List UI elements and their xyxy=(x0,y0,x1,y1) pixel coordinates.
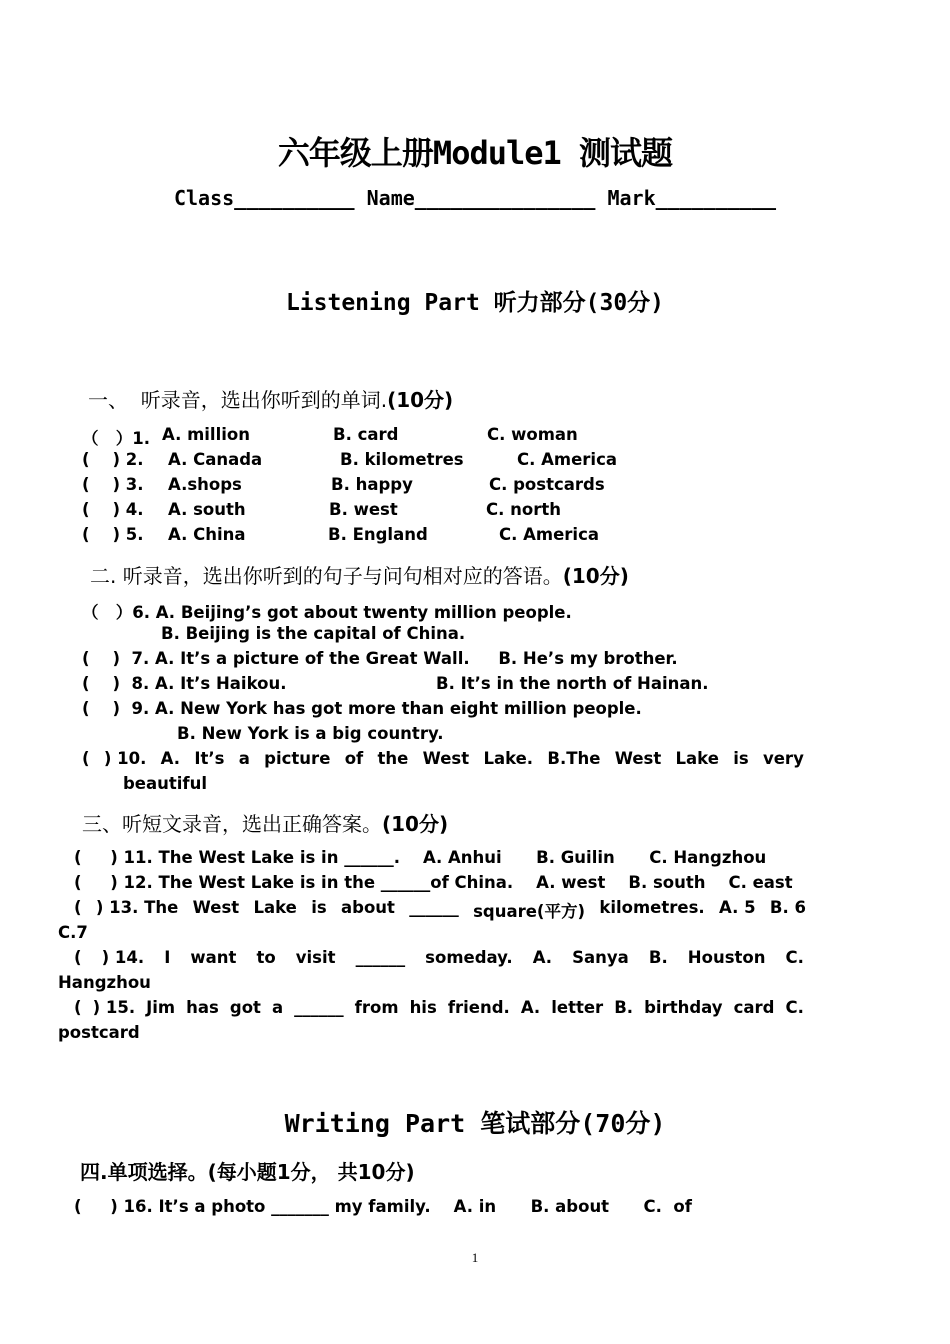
question-15-continued: postcard xyxy=(58,1023,140,1042)
question-1 xyxy=(82,425,150,449)
section4-heading xyxy=(80,1156,415,1185)
question-9: ( ) 9. A. New York has got more than eight million people. xyxy=(82,699,642,718)
word: of xyxy=(344,749,364,768)
word: B. xyxy=(648,948,668,967)
word: a xyxy=(238,749,250,768)
listening-part-heading: Listening Part 听力部分(30分) xyxy=(285,290,665,316)
word: birthday xyxy=(644,998,723,1017)
option-a: A. million xyxy=(162,425,250,444)
word: letter xyxy=(551,998,604,1017)
word: Sanya xyxy=(572,948,629,967)
section3-score: (10分) xyxy=(382,812,449,836)
section1-heading xyxy=(88,384,453,413)
option-a: A.shops xyxy=(168,475,242,494)
section1-score: (10分) xyxy=(387,388,454,412)
word: A. xyxy=(160,749,181,768)
word: someday. xyxy=(425,948,513,967)
question-10 xyxy=(82,749,804,768)
question-11: ( ) 11. The West Lake is in ______. A. Anhui B. Guilin C. Hangzhou xyxy=(74,848,767,867)
section2-heading xyxy=(90,560,629,589)
word: a xyxy=(271,998,284,1017)
question-13-continued: C.7 xyxy=(58,923,88,942)
word: his xyxy=(409,998,437,1017)
answer-bracket: ( xyxy=(74,898,82,917)
question-number: ) 15. xyxy=(92,998,136,1017)
option-b: B. kilometres xyxy=(340,450,464,469)
word: got xyxy=(229,998,261,1017)
word: West xyxy=(422,749,470,768)
word: C. xyxy=(785,998,804,1017)
question-10-continued: beautiful xyxy=(123,774,208,793)
class-name-mark-line: Class__________ Name_______________ Mark__________ xyxy=(173,186,777,210)
word: Lake. xyxy=(483,749,534,768)
question-13 xyxy=(74,898,806,922)
word: A. xyxy=(520,998,541,1017)
question-2: ( ) 2. xyxy=(82,450,144,469)
option-c: C. America xyxy=(517,450,617,469)
question-4: ( ) 4. xyxy=(82,500,144,519)
section2-label: 二. 听录音，选出你听到的句子与问句相对应的答语。 xyxy=(90,564,563,588)
option-b: B. 6 xyxy=(769,898,806,917)
section2-score: (10分) xyxy=(562,564,629,588)
option-c: C. postcards xyxy=(489,475,605,494)
blank: ______ xyxy=(355,948,406,967)
word: I xyxy=(164,948,171,967)
section4-label: 四.单项选择。 xyxy=(80,1160,208,1184)
word: B. xyxy=(614,998,634,1017)
option-c: C. north xyxy=(486,500,561,519)
option-b: B. card xyxy=(333,425,399,444)
word: has xyxy=(186,998,219,1017)
question-14-continued: Hangzhou xyxy=(58,973,151,992)
option-c: C. America xyxy=(499,525,599,544)
word: ) 13. The xyxy=(95,898,179,917)
word: It’s xyxy=(194,749,225,768)
question-number: （ ）1. xyxy=(82,429,150,448)
question-6: （ ）6. A. Beijing’s got about twenty million people. xyxy=(82,603,572,622)
word: from xyxy=(354,998,399,1017)
option-a: A. 5 xyxy=(719,898,756,917)
word: Lake xyxy=(253,898,297,917)
word: West xyxy=(614,749,662,768)
question-3: ( ) 3. xyxy=(82,475,144,494)
word: is xyxy=(311,898,327,917)
blank: ______ xyxy=(294,998,344,1017)
option-c: C. woman xyxy=(487,425,578,444)
word: B.The xyxy=(547,749,601,768)
word: very xyxy=(762,749,804,768)
question-15 xyxy=(74,998,804,1017)
option-b: B. England xyxy=(328,525,428,544)
word: the xyxy=(377,749,409,768)
word: about xyxy=(341,898,395,917)
question-6-option-b: B. Beijing is the capital of China. xyxy=(161,624,466,643)
option-b: B. west xyxy=(329,500,398,519)
question-number: ) 10. xyxy=(103,749,147,768)
option-b: B. happy xyxy=(331,475,413,494)
word: is xyxy=(733,749,749,768)
page-title: 六年级上册Module1 测试题 xyxy=(277,134,673,172)
word: to xyxy=(256,948,276,967)
section4-score: (每小题1分， 共10分) xyxy=(207,1160,415,1184)
question-5: ( ) 5. xyxy=(82,525,144,544)
question-8: ( ) 8. A. It’s Haikou. xyxy=(82,674,287,693)
word: A. xyxy=(532,948,553,967)
option-a: A. south xyxy=(168,500,246,519)
answer-bracket: ( xyxy=(74,998,82,1017)
word: kilometres. xyxy=(599,898,705,917)
question-9-option-b: B. New York is a big country. xyxy=(177,724,444,743)
word: want xyxy=(190,948,237,967)
question-8-option-b: B. It’s in the north of Hainan. xyxy=(436,674,709,693)
section3-heading xyxy=(82,808,448,837)
word: West xyxy=(192,898,240,917)
word: visit xyxy=(295,948,336,967)
word: Lake xyxy=(675,749,719,768)
question-14 xyxy=(74,948,804,967)
word: C. xyxy=(785,948,804,967)
question-number: ) 14. xyxy=(101,948,145,967)
word: Jim xyxy=(146,998,176,1017)
word: picture xyxy=(264,749,331,768)
word: card xyxy=(733,998,775,1017)
word: Houston xyxy=(687,948,766,967)
blank: ______ xyxy=(409,898,459,917)
question-16: ( ) 16. It’s a photo _______ my family. A. in B. about C. of xyxy=(74,1197,692,1216)
answer-bracket: ( xyxy=(82,749,90,768)
option-a: A. Canada xyxy=(168,450,263,469)
question-12: ( ) 12. The West Lake is in the ______of China. A. west B. south C. east xyxy=(74,873,793,892)
option-a: A. China xyxy=(168,525,246,544)
answer-bracket: ( xyxy=(74,948,82,967)
word: square(平方) xyxy=(473,902,586,921)
section1-label: 一、 听录音，选出你听到的单词. xyxy=(88,388,388,412)
word: friend. xyxy=(447,998,510,1017)
question-7: ( ) 7. A. It’s a picture of the Great Wall. B. He’s my brother. xyxy=(82,649,678,668)
page-number: 1 xyxy=(471,1250,479,1265)
section3-label: 三、听短文录音，选出正确答案。 xyxy=(82,812,382,836)
writing-part-heading: Writing Part 笔试部分(70分) xyxy=(284,1109,666,1138)
